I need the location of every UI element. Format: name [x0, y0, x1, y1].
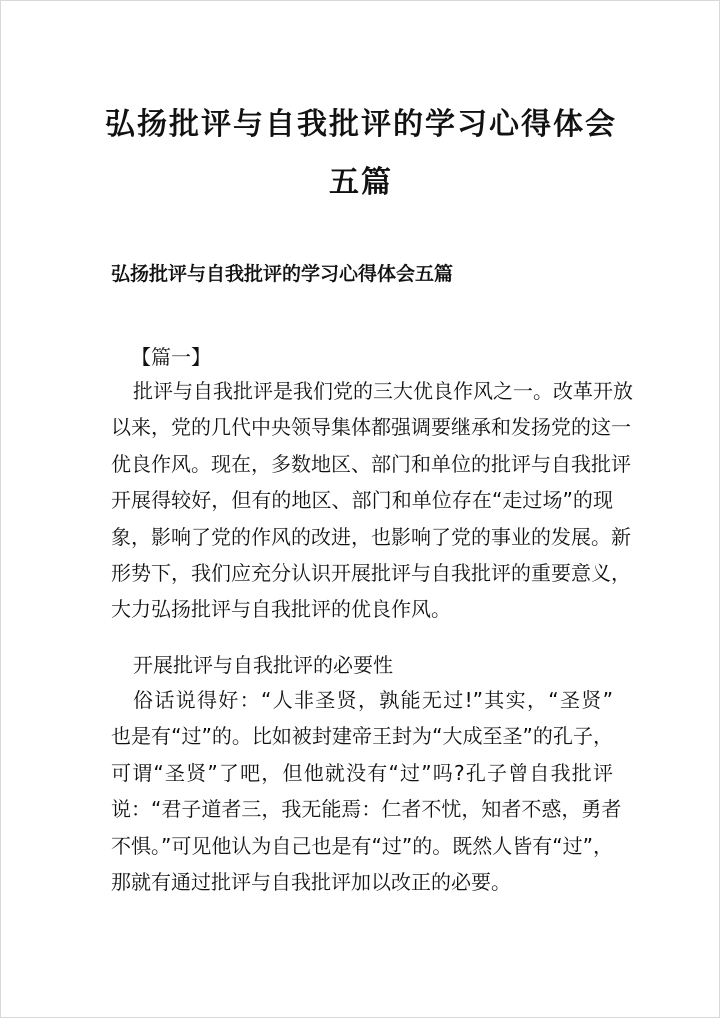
- paragraph-2: [111, 682, 622, 900]
- text-line: 说：“君子道者三，我无能焉：仁者不忧，知者不惑，勇者: [111, 797, 622, 822]
- text-line: 那就有通过批评与自我批评加以改正的必要。: [111, 869, 511, 894]
- document-title-line-2: 五篇: [329, 165, 393, 200]
- text-line: 形势下，我们应充分认识开展批评与自我批评的重要意义，: [111, 560, 631, 585]
- text-line: 开展得较好，但有的地区、部门和单位存在“走过场”的现: [111, 488, 613, 513]
- text-line: 优良作风。现在，多数地区、部门和单位的批评与自我批评: [111, 451, 631, 476]
- text-line: 开展批评与自我批评的必要性: [133, 653, 393, 677]
- text-line: 可谓“圣贤”了吧，但他就没有“过”吗?孔子曾自我批评: [111, 760, 613, 785]
- text-line: 批评与自我批评是我们党的三大优良作风之一。改革开放: [133, 379, 633, 403]
- text-line: 俗话说得好：“人非圣贤，孰能无过!”其实，“圣贤”: [133, 688, 613, 712]
- section-heading: 【篇一】: [131, 345, 211, 369]
- paragraph-1: [111, 373, 633, 628]
- text-line: 以来，党的几代中央领导集体都强调要继承和发扬党的这一: [111, 415, 631, 440]
- text-line: 象，影响了党的作风的改进，也影响了党的事业的发展。新: [111, 524, 631, 549]
- text-line: 不惧。”可见他认为自己也是有“过”的。既然人皆有“过”，: [111, 833, 613, 858]
- text-line: 大力弘扬批评与自我批评的优良作风。: [111, 597, 451, 622]
- document-subtitle: 弘扬批评与自我批评的学习心得体会五篇: [111, 263, 454, 285]
- paragraph-heading: [111, 647, 613, 683]
- document-title-line-1: 弘扬批评与自我批评的学习心得体会: [105, 107, 617, 142]
- text-line: 也是有“过”的。比如被封建帝王封为“大成至圣”的孔子，: [111, 724, 613, 749]
